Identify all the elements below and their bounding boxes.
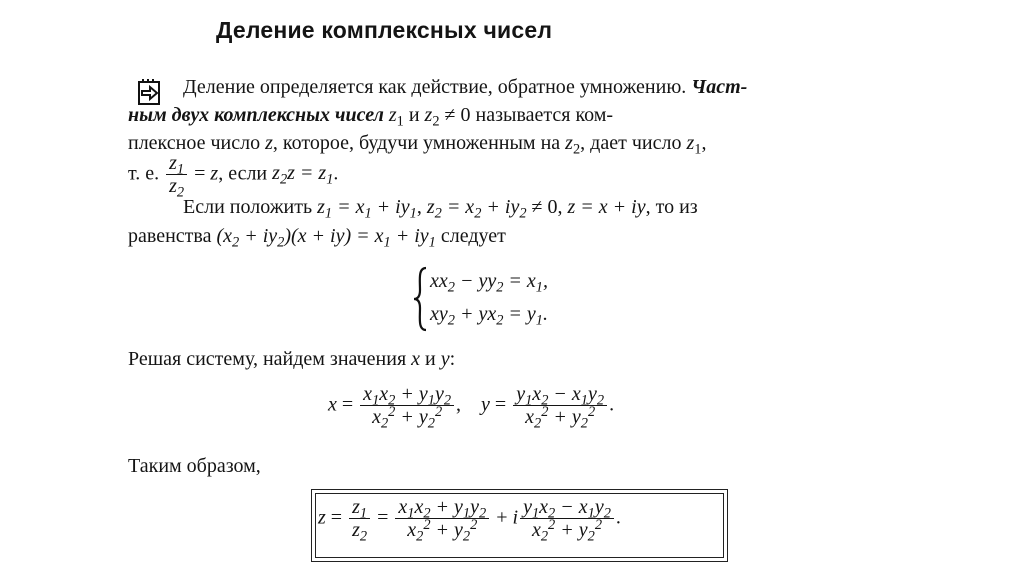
para2-text: Если положить [183,196,313,218]
quotient-fraction [166,152,187,201]
para2-text: равенства [128,225,212,247]
var-z: z [318,506,326,529]
formula: $(x_2 + iy_2)(x + iy) = x_1 + iy_1$ [216,225,436,251]
denominator: $z_2$ [169,175,185,201]
var-y: y [481,393,490,416]
result-formula: z = $\frac{z_1}{z_2}$ = $\frac{x_1x_2 + y_1y_2}{x_2^2 + y_2^2}$ + i $\frac{y_1x_2 - x_1y_2}{x_2^2 + y_2^2}$ . [318,496,621,545]
var-z: z [388,104,397,126]
para4: Таким образом, [128,455,261,477]
page-title: Деление комплексных чисел [216,17,553,43]
para3-text: Решая систему, найдем значения [128,348,407,370]
var-y: y [440,348,450,370]
para2-line2 [128,225,506,251]
and-word: и [425,348,436,370]
denominator: $x_2^2 + y_2^2$ [525,404,596,432]
denominator: $z_2$ [352,519,368,545]
para1-text: называется ком- [475,104,614,126]
x-fraction [360,383,454,432]
formula: $z_1 = x_1 + iy_1$ [317,196,417,222]
para1-line3: плексное число z, которое, будучи умноженным на $z_2$, дает число $z_1$, [128,132,707,158]
para2-text: следует [440,225,506,247]
formula: $z_2z = z_1$ [272,162,334,188]
var-x: x [328,393,337,416]
subscript: 2 [432,113,440,130]
para1-line2 [128,104,614,130]
para1-text: плексное число [128,132,261,154]
system-eq1: $xx_2 - yy_2 = x_1$, [430,270,548,296]
var-x: x [411,348,421,370]
formula: z = x + iy [567,196,646,218]
definition-term-cont: ным двух комплексных чисел [128,104,384,126]
solution-formulas: x = $\frac{x_1x_2 + y_1y_2}{x_2^2 + y_2^2}$ , y = $\frac{y_1x_2 - x_1y_2}{x_2^2 + y_2^2}$ . [328,383,615,432]
denominator: $x_2^2 + y_2^2$ [372,404,443,432]
para1-text: , если [218,162,268,185]
numerator: $y_1x_2 - x_1y_2$ [520,496,614,519]
para2-text: то из [655,196,698,218]
numerator: $x_1x_2 + y_1y_2$ [360,383,454,406]
para2-line1: Если положить $z_1 = x_1 + iy_1$, $z_2 = x_2 + iy_2 \ne 0$, z = x + iy, то из [183,196,698,222]
var-z: z [210,162,219,185]
real-part-fraction [395,496,489,545]
para1-text: т. е. [128,162,160,185]
y-fraction [513,383,607,432]
formula: $z_2 = x_2 + iy_2$ [426,196,527,222]
var-z: z [686,132,695,154]
para1-line4 [128,152,339,201]
imaginary-unit: i [512,506,519,529]
subscript: 2 [572,141,581,158]
para3: Решая систему, найдем значения x и y: [128,348,456,370]
numerator: $z_1$ [166,152,187,175]
quotient-fraction [349,496,370,545]
period: . [333,162,339,185]
denominator: $x_2^2 + y_2^2$ [531,517,603,545]
numerator: $x_1x_2 + y_1y_2$ [395,496,489,519]
numerator: $z_1$ [349,496,370,519]
subscript: 1 [694,141,702,158]
system-eq2: $xy_2 + yx_2 = y_1$. [430,303,548,329]
para1-text: , дает число [580,132,682,154]
var-z: z [424,104,433,126]
imag-part-fraction [520,496,614,545]
var-z: z [565,132,573,154]
definition-term: Част- [691,76,748,98]
var-z: z [265,132,273,154]
para1-text: Деление определяется как действие, обратное умножению. [183,76,687,98]
not-zero: ≠ 0 [444,104,471,126]
and-word: и [408,104,420,126]
denominator: $x_2^2 + y_2^2$ [407,517,478,545]
numerator: $y_1x_2 - x_1y_2$ [513,383,607,406]
system-brace [412,266,428,337]
para1-line1 [183,76,747,99]
equals: = [194,162,206,185]
subscript: 1 [396,113,404,130]
para1-text: , которое, будучи умноженным на [272,132,561,154]
